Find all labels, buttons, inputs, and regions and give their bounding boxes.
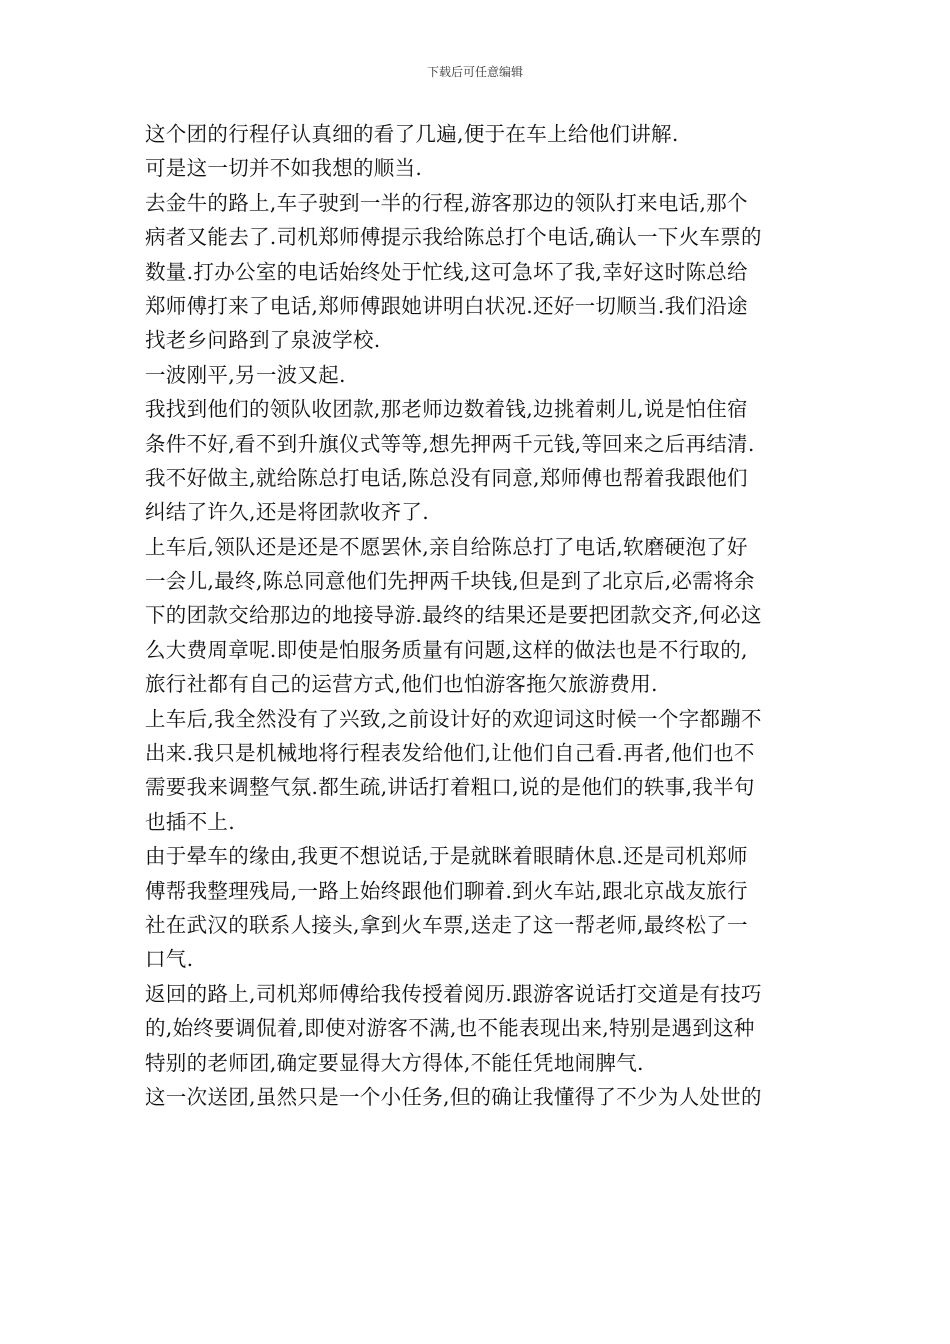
- text-line: 找老乡问路到了泉波学校.: [145, 328, 381, 353]
- text-line: 旅行社都有自己的运营方式,他们也怕游客拖欠旅游费用.: [145, 672, 658, 697]
- text-line: 社在武汉的联系人接头,拿到火车票,送走了这一帮老师,最终松了一: [145, 912, 748, 937]
- text-line: 返回的路上,司机郑师傅给我传授着阅历.跟游客说话打交道是有技巧: [145, 981, 762, 1006]
- text-line: 口气.: [145, 947, 194, 972]
- text-line: 特别的老师团,确定要显得大方得体,不能任凭地闹脾气.: [145, 1050, 644, 1075]
- page-header: 下载后可任意编辑: [426, 65, 523, 79]
- text-line: 去金牛的路上,车子驶到一半的行程,游客那边的领队打来电话,那个: [145, 190, 748, 215]
- text-line: 数量.打办公室的电话始终处于忙线,这可急坏了我,幸好这时陈总给: [145, 259, 748, 284]
- text-line: 由于晕车的缘由,我更不想说话,于是就眯着眼睛休息.还是司机郑师: [145, 844, 748, 869]
- text-line: 这一次送团,虽然只是一个小任务,但的确让我懂得了不少为人处世的: [145, 1084, 762, 1109]
- text-line: 郑师傅打来了电话,郑师傅跟她讲明白状况.还好一切顺当.我们沿途: [145, 293, 748, 318]
- text-line: 可是这一切并不如我想的顺当.: [145, 156, 423, 181]
- text-line: 需要我来调整气氛.都生疏,讲话打着粗口,说的是他们的轶事,我半句: [145, 775, 755, 800]
- text-line: 上车后,领队还是还是不愿罢休,亲自给陈总打了电话,软磨硬泡了好: [145, 534, 748, 559]
- text-line: 么大费周章呢.即使是怕服务质量有问题,这样的做法也是不行取的,: [145, 637, 748, 662]
- text-line: 的,始终要调侃着,即使对游客不满,也不能表现出来,特别是遇到这种: [145, 1016, 755, 1041]
- text-line: 我不好做主,就给陈总打电话,陈总没有同意,郑师傅也帮着我跟他们: [145, 465, 748, 490]
- text-line: 下的团款交给那边的地接导游.最终的结果还是要把团款交齐,何必这: [145, 603, 762, 628]
- body-text: [145, 117, 815, 1114]
- text-line: 傅帮我整理残局,一路上始终跟他们聊着.到火车站,跟北京战友旅行: [145, 878, 748, 903]
- text-line: 一会儿,最终,陈总同意他们先押两千块钱,但是到了北京后,必需将余: [145, 569, 755, 594]
- text-line: 上车后,我全然没有了兴致,之前设计好的欢迎词这时候一个字都蹦不: [145, 706, 762, 731]
- text-line: 出来.我只是机械地将行程表发给他们,让他们自己看.再者,他们也不: [145, 741, 755, 766]
- text-line: 一波刚平,另一波又起.: [145, 362, 346, 387]
- text-line: 我找到他们的领队收团款,那老师边数着钱,边挑着刺儿,说是怕住宿: [145, 397, 748, 422]
- text-line: 纠结了许久,还是将团款收齐了.: [145, 500, 430, 525]
- text-line: 病者又能去了.司机郑师傅提示我给陈总打个电话,确认一下火车票的: [145, 225, 762, 250]
- text-line: 也插不上.: [145, 809, 236, 834]
- text-line: 这个团的行程仔认真细的看了几遍,便于在车上给他们讲解.: [145, 122, 679, 146]
- text-line: 条件不好,看不到升旗仪式等等,想先押两千元钱,等回来之后再结清.: [145, 431, 755, 456]
